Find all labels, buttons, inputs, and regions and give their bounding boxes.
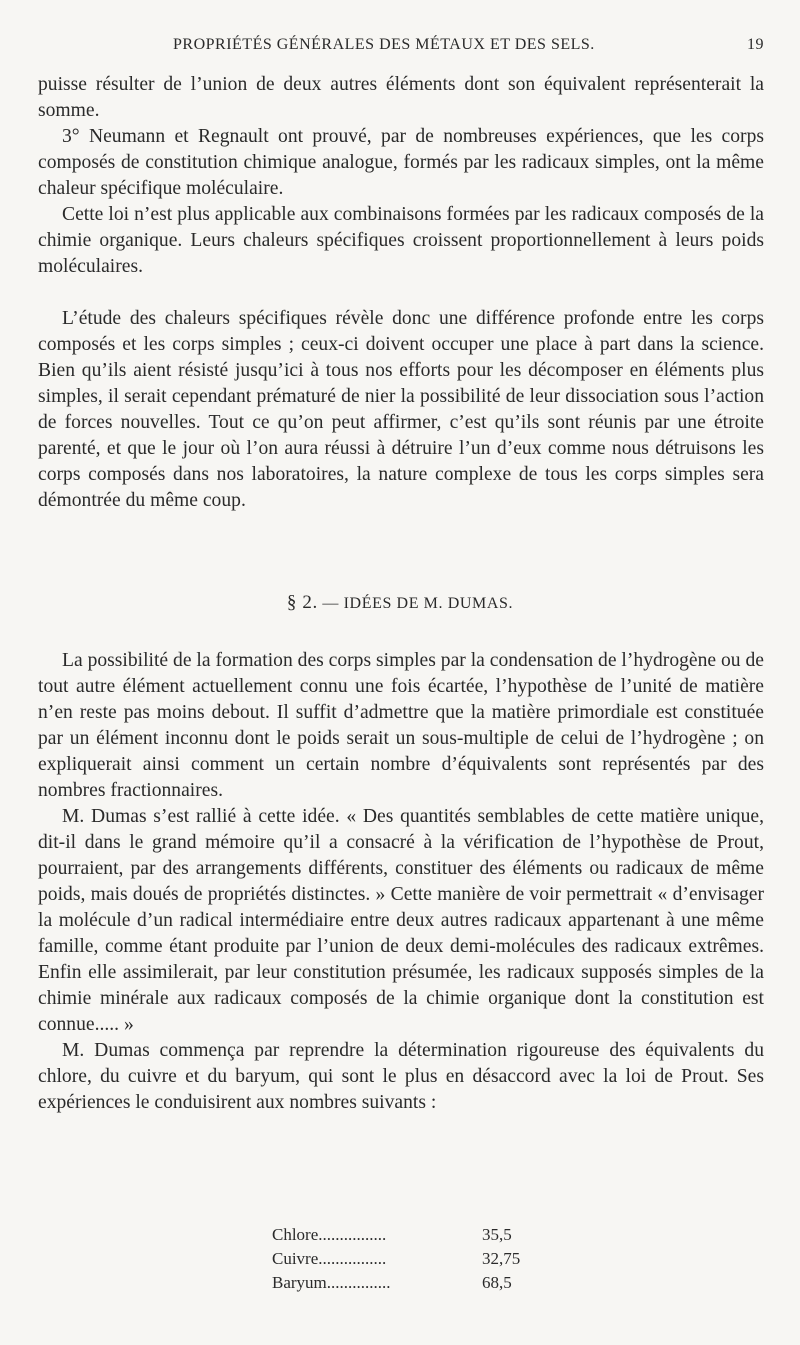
paragraph: 3° Neumann et Regnault ont prouvé, par de nombreuses expériences, que les corps composés de constitution chimique analogue, formés par les radicaux simples, ont la même chaleur spécifique moléculaire. — [38, 126, 764, 199]
paragraph: M. Dumas s’est rallié à cette idée. « Des quantités semblables de cette matière unique, dit-il dans le grand mémoire qu’il a consacré à la vérification de l’hypothèse de Prout, pourraient, par des arrangements différents, constituer des éléments ou radicaux de même poids, mais doués de propriétés distinctes. » Cette manière de voir permettrait « d’envisager la molécule d’un radical intermédiaire entre deux autres radicaux appartenant à une même famille, comme étant produite par l’union de deux demi-molécules des radicaux extrêmes. Enfin elle assimilerait, par leur constitution présumée, les radicaux supposés simples de la chimie minérale aux radicaux composés de la chimie organique dont la constitution est connue..... » — [38, 806, 764, 1035]
running-header — [38, 36, 764, 62]
body-text-bottom — [38, 648, 764, 1116]
paragraph: L’étude des chaleurs spécifiques révèle donc une différence profonde entre les corps composés et les corps simples ; ceux-ci doivent occuper une place à part dans la science. Bien qu’ils aient résisté jusqu’ici à tous nos efforts pour les décomposer en éléments plus simples, il serait cependant prématuré de nier la possibilité de leur dissociation sous l’action de forces nouvelles. Tout ce qu’on peut affirmer, c’est qu’ils sont réunis par une étroite parenté, et que le jour où l’on aura réussi à détruire l’un d’eux comme nous détruisons les corps composés dans nos laboratoires, la nature complexe de tous les corps simples sera démontrée du même coup. — [38, 308, 764, 511]
element-value: 68,5 — [482, 1273, 512, 1292]
paragraph: puisse résulter de l’union de deux autres éléments dont son équivalent représenterait la somme. — [38, 74, 764, 121]
page-number: 19 — [747, 36, 764, 53]
paragraph: Cette loi n’est plus applicable aux combinaisons formées par les radicaux composés de la chimie organique. Leurs chaleurs spécifiques croissent proportionnellement à leurs poids moléculaires. — [38, 204, 764, 277]
section-symbol: § 2. — [286, 592, 318, 613]
element-name: Cuivre................ — [272, 1249, 387, 1268]
header-title: PROPRIÉTÉS GÉNÉRALES DES MÉTAUX ET DES SELS. — [173, 36, 595, 53]
element-value: 35,5 — [482, 1225, 512, 1244]
section-heading — [0, 592, 800, 614]
paragraph: M. Dumas commença par reprendre la détermination rigoureuse des équivalents du chlore, du cuivre et du baryum, qui sont le plus en désaccord avec la loi de Prout. Ses expériences le conduisirent aux nombres suivants : — [38, 1040, 764, 1113]
body-text-top — [38, 72, 764, 514]
element-name: Chlore................ — [272, 1225, 387, 1244]
element-name: Baryum............... — [272, 1273, 391, 1292]
table-row — [272, 1223, 542, 1247]
paragraph: La possibilité de la formation des corps simples par la condensation de l’hydrogène ou de tout autre élément actuellement connu une fois écartée, l’hypothèse de l’unité de matière n’en reste pas moins debout. Il suffit d’admettre que la matière primordiale est constituée par un élément inconnu dont le poids serait un sous-multiple de celui de l’hydrogène ; on expliquerait ainsi comment un certain nombre d’équivalents sont représentés par des nombres fractionnaires. — [38, 650, 764, 801]
section-title: — IDÉES DE M. DUMAS. — [322, 595, 514, 612]
element-value: 32,75 — [482, 1249, 521, 1268]
table-row — [272, 1271, 542, 1295]
equivalents-table — [272, 1223, 542, 1295]
table-row — [272, 1247, 542, 1271]
